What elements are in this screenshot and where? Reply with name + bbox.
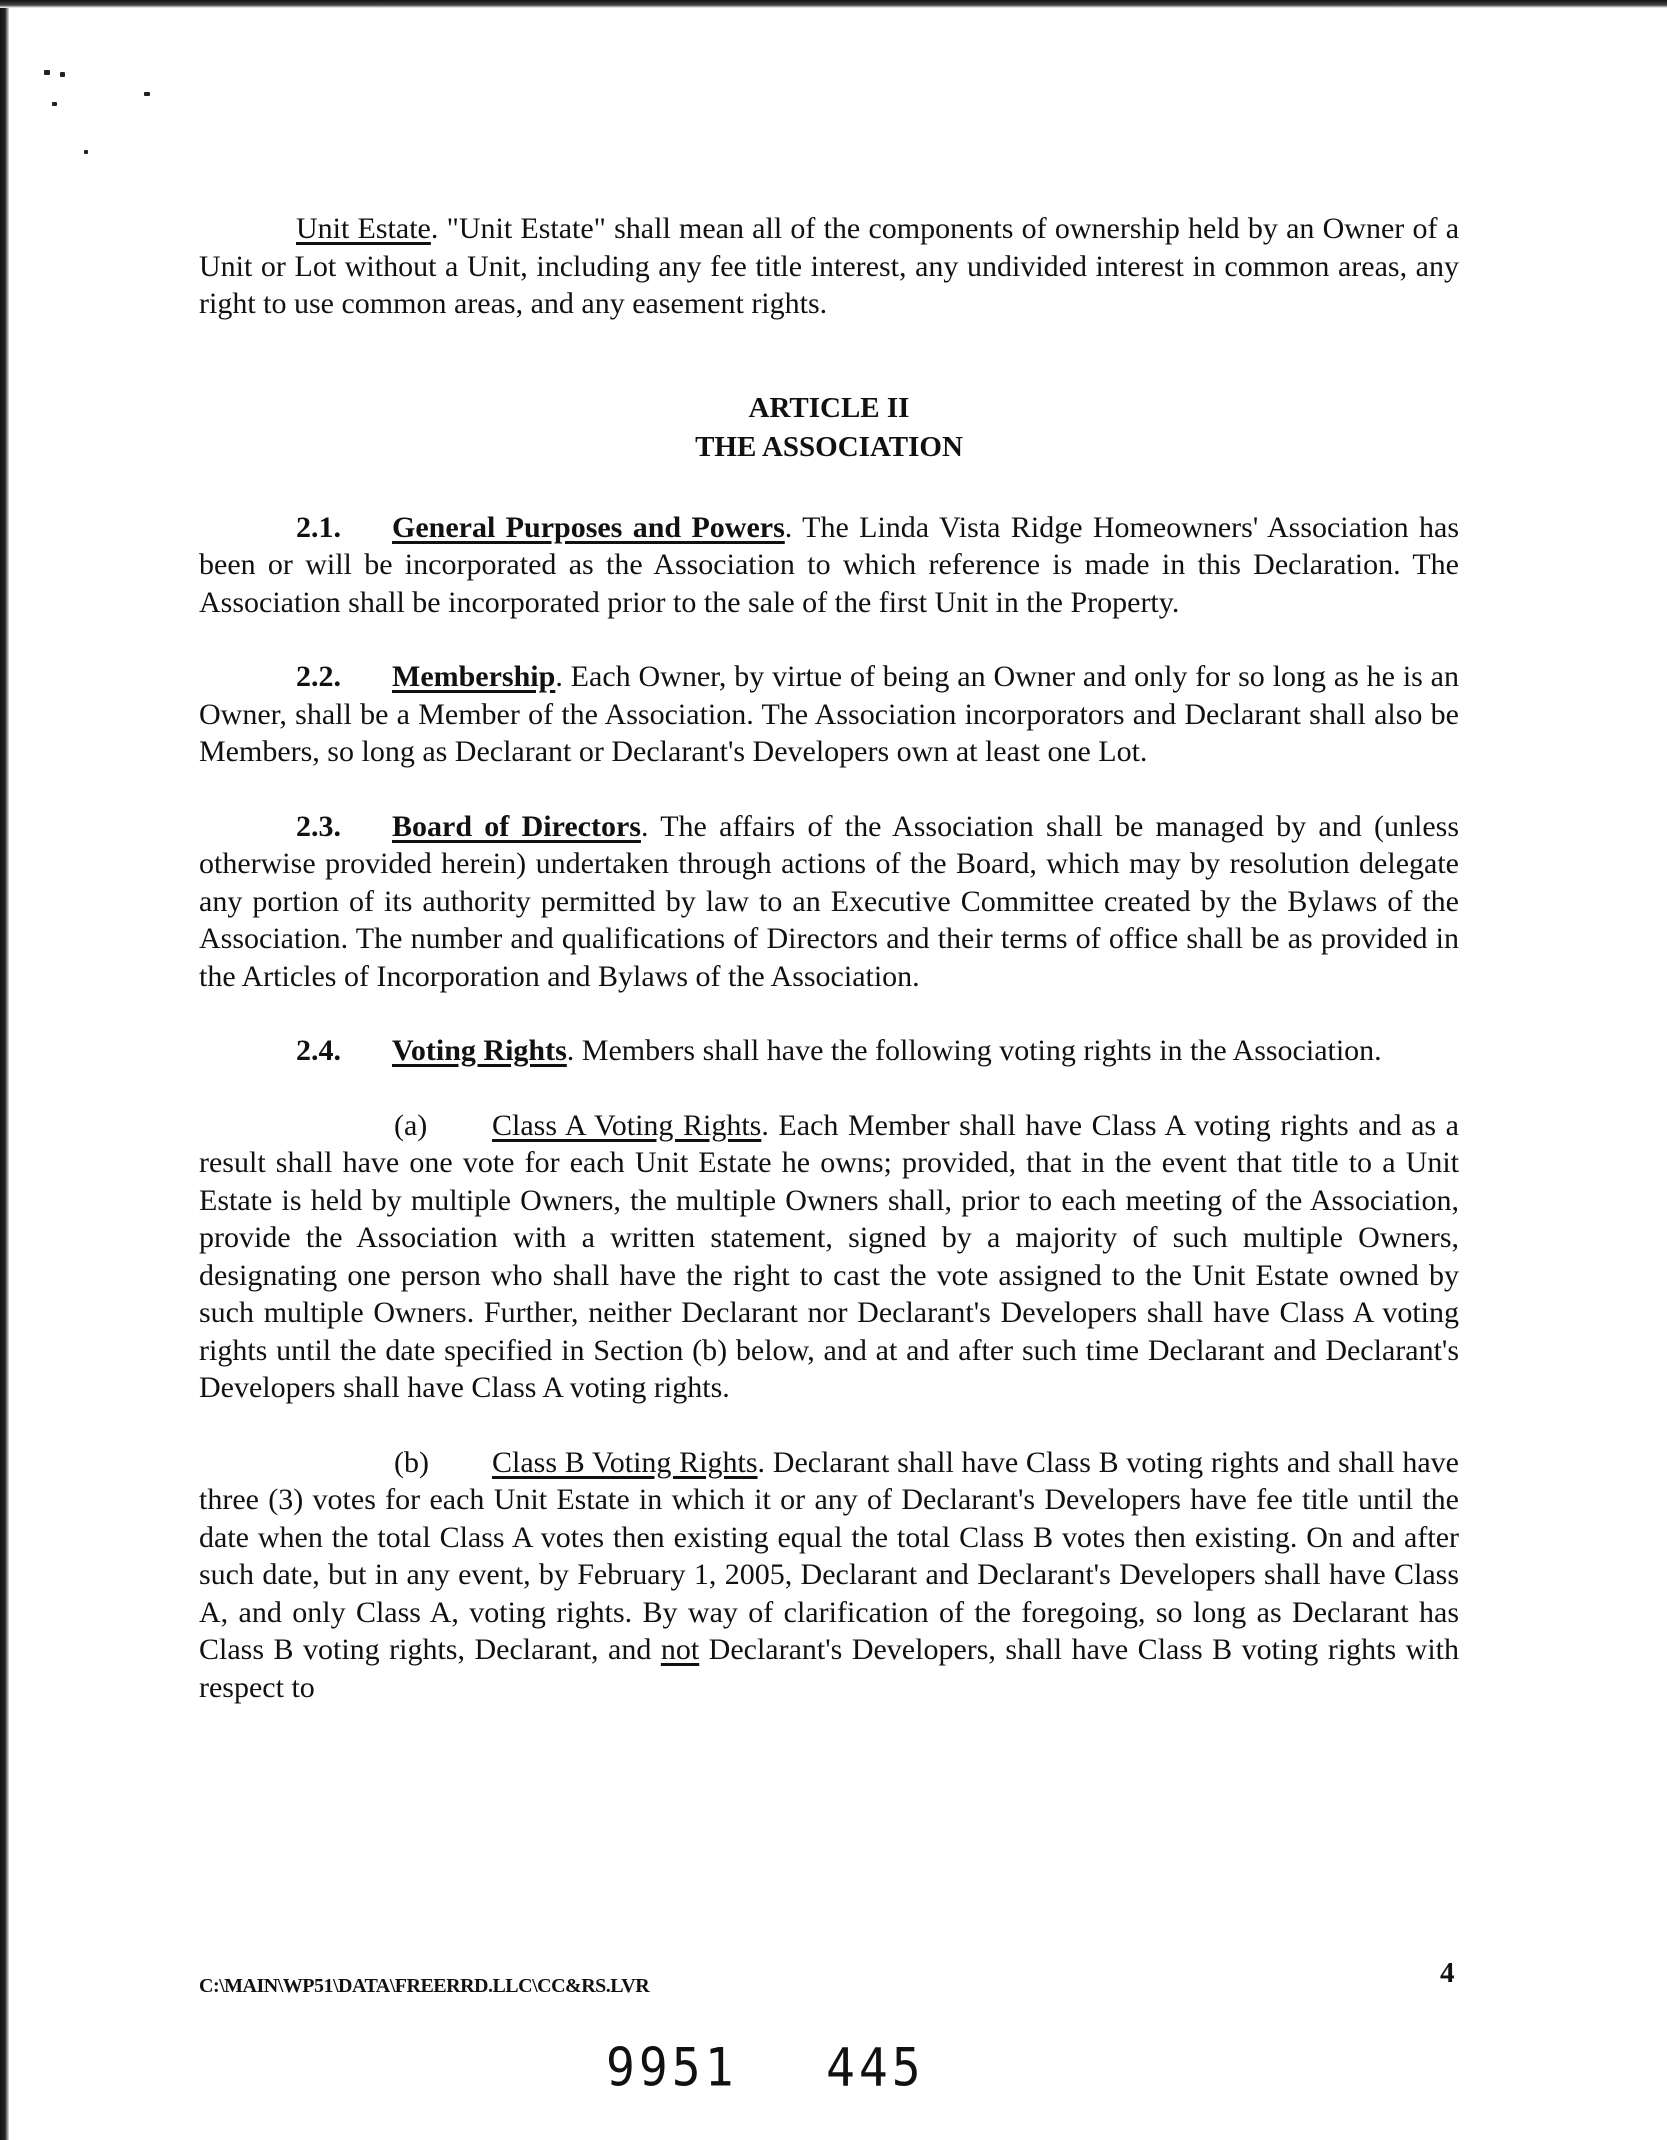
section-title: Board of Directors bbox=[392, 809, 641, 843]
article-heading bbox=[199, 389, 1459, 467]
file-path: C:\MAIN\WP51\DATA\FREERRD.LLC\CC&RS.LVR bbox=[199, 1975, 650, 1997]
section-title: Membership bbox=[392, 660, 556, 693]
section-text: . The Linda Vista Ridge Homeowners' Association has been or will be incorporated as the Association to which reference is made in this Declaration. The Association shall be incorporated prior to the sale of the first Unit in the Property. bbox=[199, 510, 1459, 619]
section-number: 2.4. bbox=[296, 1034, 341, 1067]
subsection-label: (b) bbox=[394, 1445, 429, 1479]
subsection-label: (a) bbox=[394, 1108, 428, 1142]
section-number: 2.1. bbox=[296, 510, 341, 544]
document-body bbox=[199, 210, 1459, 1743]
section-number: 2.3. bbox=[296, 809, 341, 843]
emphasis-not: not bbox=[660, 1633, 700, 1666]
article-title: THE ASSOCIATION bbox=[695, 430, 963, 463]
section-2-2 bbox=[199, 658, 1459, 771]
scan-edge-left bbox=[0, 0, 9, 2140]
scan-speck bbox=[60, 72, 65, 77]
section-2-3 bbox=[199, 808, 1459, 996]
scan-edge-top bbox=[0, 0, 1667, 8]
subsection-text: . Declarant shall have Class B voting rights and shall have three (3) votes for each Unit Estate in which it or any of Declarant's Developers have fee title until the date when the total Class A votes then existing equal the total Class B votes then existing. On and after such date, but in any event, by February 1, 2005, Declarant and Declarant's Developers shall have Class A, and only Class A, voting rights. By way of clarification of the foregoing, so long as Declarant has Class B voting rights, Declarant, and bbox=[199, 1445, 1459, 1666]
term-unit-estate: Unit Estate bbox=[296, 212, 431, 245]
scan-speck bbox=[44, 70, 50, 75]
section-text: . Members shall have the following voting rights in the Association. bbox=[566, 1034, 1382, 1067]
subsection-title: Class A Voting Rights bbox=[492, 1108, 762, 1142]
subsection-text: . Each Member shall have Class A voting rights and as a result shall have one vote for each Unit Estate he owns; provided, that in the event that title to a Unit Estate is held by multiple Owners, the multiple Owners shall, prior to each meeting of the Association, provide the Association with a written statement, signed by a majority of such multiple Owners, designating one person who shall have the right to cast the vote assigned to the Unit Estate owned by such multiple Owners. Further, neither Declarant nor Declarant's Developers shall have Class A voting rights until the date specified in Section (b) below, and at and after such time Declarant and Declarant's Developers shall have Class A voting rights. bbox=[199, 1108, 1459, 1404]
subsection-title: Class B Voting Rights bbox=[492, 1445, 758, 1479]
subsection-text-end: Declarant's Developers, shall have Class B voting rights with respect to bbox=[199, 1633, 1459, 1704]
scan-speck bbox=[52, 102, 57, 106]
section-text: . The affairs of the Association shall be managed by and (unless otherwise provided herein) undertaken through actions of the Board, which may by resolution delegate any portion of its authority permitted by law to an Executive Committee created by the Bylaws of the Association. The number and qualifications of Directors and their terms of office shall be as provided in the Articles of Incorporation and Bylaws of the Association. bbox=[199, 809, 1459, 993]
page-number: 4 bbox=[1440, 1957, 1455, 1989]
section-text: . Each Owner, by virtue of being an Owner and only for so long as he is an Owner, shall be a Member of the Association. The Association incorporators and Declarant shall also be Members, so long as Declarant or Declarant's Developers own at least one Lot. bbox=[199, 660, 1459, 768]
section-title: Voting Rights bbox=[392, 1034, 567, 1067]
definition-unit-estate bbox=[199, 210, 1459, 323]
section-number: 2.2. bbox=[296, 660, 341, 693]
article-number: ARTICLE II bbox=[748, 391, 910, 424]
subsection-a bbox=[199, 1107, 1459, 1407]
recording-stamp-right: 445 bbox=[826, 2037, 925, 2099]
scan-speck bbox=[84, 150, 88, 154]
recording-stamp-left: 9951 bbox=[606, 2037, 738, 2099]
definition-text: . "Unit Estate" shall mean all of the components of ownership held by an Owner of a Unit or Lot without a Unit, including any fee title interest, any undivided interest in common areas, any right to use common areas, and any easement rights. bbox=[199, 212, 1460, 320]
section-2-1 bbox=[199, 509, 1459, 622]
subsection-b bbox=[199, 1444, 1459, 1707]
section-2-4 bbox=[199, 1032, 1459, 1070]
section-title: General Purposes and Powers bbox=[392, 510, 785, 544]
scan-speck bbox=[144, 92, 150, 96]
